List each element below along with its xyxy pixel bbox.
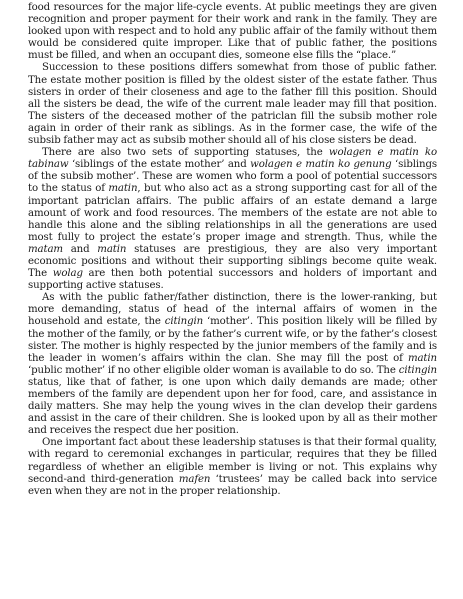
text-run: One important fact about these leadership statuses is that their formal quality, with regard to ceremonial exchanges in particular, requires that they be filled regardless of whether an eligible member is living or not. This explains why second-and third-generation <box>28 437 437 485</box>
italic-term: citingin <box>164 316 204 328</box>
text-run: are then both potential successors and holders of important and supporting active statuses. <box>28 268 437 292</box>
text-run: and <box>62 243 98 255</box>
text-run: ‘siblings of the estate mother’ and <box>68 159 251 171</box>
italic-term: matam <box>28 243 63 255</box>
paragraph <box>28 2 437 62</box>
italic-term: mafen <box>178 473 211 485</box>
italic-term: matin <box>97 243 127 255</box>
text-run: There are also two sets of supporting statuses, the <box>42 147 329 159</box>
italic-term: wolag <box>52 268 83 280</box>
text-run: status, like that of father, is one upon which daily demands are made; other members of the family are dependent upon her for food, care, and assistance in daily matters. She may help the young wives in the clan develop their gardens and assist in the care of their children. She is looked upon by all as their mother and receives the respect due her position. <box>28 376 437 437</box>
paragraph <box>28 147 437 292</box>
text-run: ‘trustees’ may be called back into service even when they are not in the proper relationship. <box>28 473 437 497</box>
italic-term: matin <box>108 183 138 195</box>
document-page <box>28 2 437 498</box>
text-run: statuses are prestigious, they are also very important economic positions and without their supporting siblings become quite weak. The <box>28 243 437 280</box>
text-run: As with the public father/father distinction, there is the lower-ranking, but more demanding, status of head of the internal affairs of women in the household and estate, the <box>28 292 437 328</box>
text-run: ‘public mother’ if no other eligible older woman is available to do so. The <box>28 364 399 376</box>
text-run: food resources for the major life-cycle events. At public meetings they are given recognition and proper payment for their work and rank in the family. They are looked upon with respect and to hold any public affair of the family without them would be considered quite improper. Like that of public father, the positions must be filled, and when an occupant dies, someone else fills the “place.” <box>28 2 437 62</box>
italic-term: wolagen e matin ko tabinaw <box>28 147 437 171</box>
paragraph <box>28 62 437 147</box>
text-run: Succession to these positions differs somewhat from those of public father. The estate mother position is filled by the oldest sister of the estate father. Thus sisters in order of their closeness and age to the father fill this position. Should all the sisters be dead, the wife of the current male leader may fill that position. The sisters of the deceased mother of the patriclan fill the subsib mother role again in order of their rank as siblings. As in the former case, the wife of the subsib father may act as subsib mother should all of his close sisters be dead. <box>28 62 437 147</box>
italic-term: matin <box>407 352 437 364</box>
text-run: , but who also act as a strong supporting cast for all of the important patriclan affairs. The public affairs of an estate demand a large amount of work and food resources. The members of the estate are not able to handle this alone and the sibling relationships in all the generations are used most fully to project the estate’s proper image and strength. Thus, while the <box>28 183 437 243</box>
italic-term: wolagen e matin ko genung <box>250 159 392 171</box>
paragraph <box>28 437 437 497</box>
text-run: ‘siblings of the subsib mother’. These are women who form a pool of potential successors to the status of <box>28 159 437 195</box>
italic-term: citingin <box>398 364 437 376</box>
paragraph <box>28 292 437 437</box>
text-run: ‘mother’. This position likely will be filled by the mother of the family, or by the father’s current wife, or by the father’s closest sister. The mother is highly respected by the junior members of the family and is the leader in women’s affairs within the clan. She may fill the post of <box>28 316 438 364</box>
